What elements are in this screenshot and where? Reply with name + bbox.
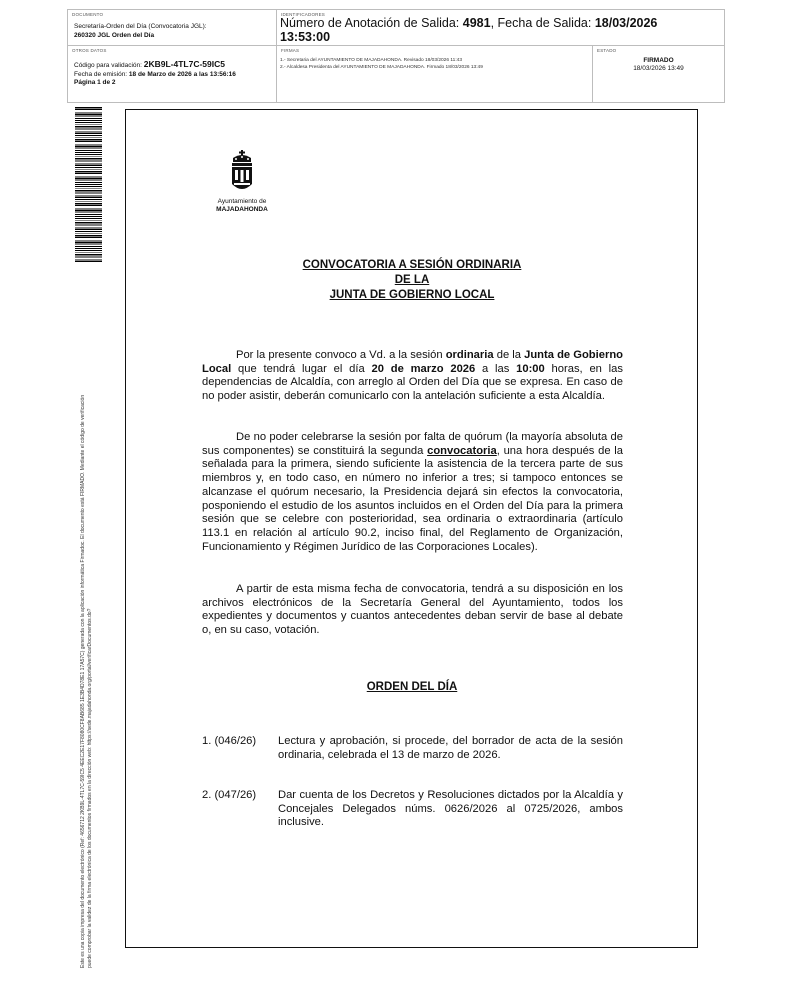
estado-label: ESTADO xyxy=(597,48,617,53)
fecha-date: 18/03/2026 xyxy=(594,16,658,30)
paragraph-quorum xyxy=(202,431,623,554)
logo-line1: Ayuntamiento de xyxy=(217,198,267,205)
firma-1: 1.- Secretaria del AYUNTAMIENTO DE MAJADAHONDA. Revisado 18/03/2026 11:43 xyxy=(280,58,462,63)
agenda-item-text: Lectura y aprobación, si procede, del borrador de acta de la sesión ordinaria, celebrada el 13 de marzo de 2026. xyxy=(278,735,623,761)
p1-text-i: horas, en las dependencias de Alcaldía, con arreglo al Orden del Día que se expresa. En caso de no poder asistir, deberán comunicarlo con la antelación suficiente a esta Alcaldía. xyxy=(202,362,623,403)
header-firmas-cell xyxy=(277,46,593,102)
side-verification-text xyxy=(80,278,93,968)
p1-text-e: que tendrá lugar el día xyxy=(231,362,372,375)
estado-value: FIRMADO xyxy=(643,57,674,64)
codigo-prefix: Código para validación: xyxy=(74,62,144,69)
header-identificadores-cell xyxy=(277,10,724,46)
header-estado-cell xyxy=(593,46,724,102)
fecha-prefix: , Fecha de Salida: xyxy=(490,16,595,30)
anotacion-text xyxy=(280,16,720,44)
firmas-label: FIRMAS xyxy=(281,48,300,53)
estado-fecha: 18/03/2026 13:49 xyxy=(633,65,684,72)
logo-line2: MAJADAHONDA xyxy=(216,206,268,213)
side-text-line2: puede comprobar la validez de la firma electrónica de los documentos firmados en la dirección web: https://sede.majadahonda.org/portal/verificarDocumentos.do? xyxy=(86,608,93,968)
title-line3: JUNTA DE GOBIERNO LOCAL xyxy=(329,289,495,301)
crown-tower-icon xyxy=(227,150,257,198)
p1-ordinaria: ordinaria xyxy=(445,349,494,361)
side-text-line1: Este es una copia impresa del documento electrónico (Ref: 4656712 2KB9L-4TL7C-59IC5 4EEC2E17F8080CF8AB685 1E3B4D78E1 17A57C) generada con la aplicación informática Firmadoc. El documento está FIRMADO. Mediante el código de verificación xyxy=(80,394,86,968)
p1-junta: Junta de Gobierno Local xyxy=(202,349,623,375)
codigo-line xyxy=(74,60,236,71)
agenda-item-text: Dar cuenta de los Decretos y Resoluciones dictados por la Alcaldía y Concejales Delegados núms. 0626/2026 al 0725/2026, ambos inclusive. xyxy=(278,789,623,829)
orden-del-dia-heading: ORDEN DEL DÍA xyxy=(366,681,458,693)
identificadores-label: IDENTIFICADORES xyxy=(281,12,326,17)
header-documento-cell xyxy=(68,10,277,46)
pagina-indicator: Página 1 de 2 xyxy=(74,79,116,86)
header-otros-cell xyxy=(68,46,277,102)
signature-header xyxy=(67,9,725,103)
p1-hora: 10:00 xyxy=(516,362,545,375)
ayuntamiento-logo xyxy=(210,150,274,214)
documento-label: DOCUMENTO xyxy=(72,12,104,17)
title-line2: DE LA xyxy=(394,274,430,286)
codigo-value: 2KB9L-4TL7C-59IC5 xyxy=(143,59,225,69)
emision-value: 18 de Marzo de 2026 a las 13:56:16 xyxy=(128,70,236,78)
verification-barcode xyxy=(75,107,102,263)
fecha-time: 13:53:00 xyxy=(280,30,331,44)
title-line1: CONVOCATORIA A SESIÓN ORDINARIA xyxy=(302,259,522,271)
otros-label: OTROS DATOS xyxy=(72,48,107,53)
paragraph-disposicion: A partir de esta misma fecha de convocatoria, tendrá a su disposición en los archivos electrónicos de la Secretaría General del Ayuntamiento, todos los expedientes y documentos y cuantos antecedentes deban servir de base al debate o, en su caso, votación. xyxy=(202,583,623,637)
agenda-item-number: 2. (047/26) xyxy=(202,789,257,801)
p2-text-a: De no poder celebrarse la sesión por falta de quórum (la mayoría absoluta de sus componentes) se constituirá la segunda xyxy=(202,431,623,457)
p1-text-g: a las xyxy=(475,362,517,375)
documento-line1: Secretaría-Orden del Día (Convocatoria JGL): xyxy=(74,23,207,30)
firma-2: 2.- Alcaldesa Presidenta del AYUNTAMIENTO DE MAJADAHONDA. Firmado 18/03/2026 13:49 xyxy=(280,65,483,70)
p2-convocatoria: convocatoria xyxy=(427,444,497,457)
paragraph-convocatoria xyxy=(202,349,623,404)
p1-text-a: Por la presente convoco a Vd. a la sesión xyxy=(236,349,446,361)
emision-line xyxy=(74,71,236,80)
p2-text-c: , una hora después de la señalada para la primera, siendo suficiente la asistencia de la tercera parte de sus miembros y, en todo caso, en número no inferior a tres; si tampoco entonces se alcanzase el quórum necesario, la Presidencia dejará sin efectos la convocatoria, posponiendo el estudio de los asuntos incluidos en el Orden del Día para la primera sesión que se celebre con posterioridad, sea ordinaria o extraordinaria (artículo 113.1 en relación al artículo 90.2, inciso final, del Reglamento de Organización, Funcionamiento y Régimen Jurídico de las Corporaciones Locales). xyxy=(202,444,624,553)
agenda-item-number: 1. (046/26) xyxy=(202,735,257,747)
anotacion-prefix: Número de Anotación de Salida: xyxy=(280,16,463,30)
anotacion-number: 4981 xyxy=(462,16,491,30)
p1-fecha: 20 de marzo 2026 xyxy=(371,362,476,375)
p1-text-c: de la xyxy=(493,349,525,361)
emision-prefix: Fecha de emisión: xyxy=(74,70,129,78)
documento-line2: 260320 JGL Orden del Día xyxy=(74,31,155,39)
document-title xyxy=(202,258,622,303)
